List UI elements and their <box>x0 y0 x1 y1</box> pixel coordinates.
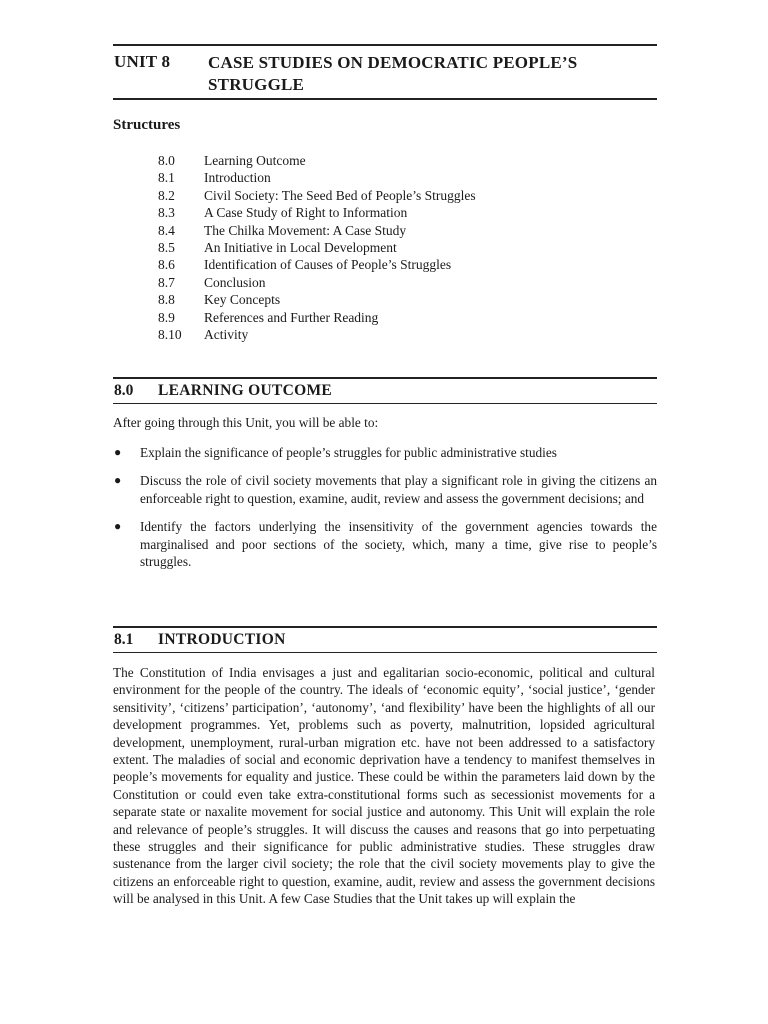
toc-label: Conclusion <box>204 274 266 290</box>
toc-label: Activity <box>204 326 249 342</box>
toc-item <box>158 309 476 326</box>
toc-label: Civil Society: The Seed Bed of People’s Struggles <box>204 187 476 203</box>
bullet-text: Explain the significance of people’s struggles for public administrative studies <box>140 445 557 460</box>
introduction-paragraph: The Constitution of India envisages a just and egalitarian socio-economic, political and cultural environment for the people of the country. The ideals of ‘economic equity’, ‘social justice’, ‘gender sensitivity’, ‘citizens’ participation’, ‘autonomy’, ‘and flexibility’ have been the highlights of all our development programmes. Yet, problems such as poverty, malnutrition, lopsided agricultural development, unemployment, rural-urban migration etc. have not been addressed to a satisfactory extent. The maladies of social and economic deprivation have a tendency to manifest themselves in people’s movements for equality and justice. These could be within the parameters laid down by the Constitution or could even take extra-constitutional forms such as secessionist movements for a separate state or naxalite movement for social justice and autonomy. This Unit will explain the role and relevance of people’s struggles. It will discuss the causes and reasons that go into perpetuating these struggles and their significance for public administrative studies. These struggles draw sustenance from the larger civil society; the role that the civil society movements play to give the citizens an enforceable right to question, examine, audit, review and assess the government decisions will be analysed in this Unit. A few Case Studies that the Unit takes up will explain the <box>113 665 655 907</box>
unit-title: CASE STUDIES ON DEMOCRATIC PEOPLE’S STRUGGLE <box>208 53 578 94</box>
section-number: 8.0 <box>114 382 134 399</box>
toc-item <box>158 222 476 239</box>
list-item <box>113 472 657 507</box>
toc-number: 8.0 <box>158 153 175 168</box>
section-number: 8.1 <box>114 631 134 648</box>
toc-item <box>158 152 476 169</box>
toc-number: 8.1 <box>158 170 175 186</box>
bullet-icon: ● <box>114 473 122 488</box>
toc-label: References and Further Reading <box>204 309 379 325</box>
toc-label: Key Concepts <box>204 292 281 308</box>
list-item <box>113 444 657 461</box>
bullet-text: Identify the factors underlying the insensitivity of the government agencies towards the marginalised and poor sections of the society, which, many a time, give rise to people’s struggles. <box>140 519 657 570</box>
learning-outcome-list <box>113 444 657 570</box>
toc-item <box>158 256 476 273</box>
toc-item <box>158 239 476 256</box>
structures-list <box>158 152 476 343</box>
toc-number: 8.3 <box>158 205 175 221</box>
toc-item <box>158 187 476 204</box>
bullet-icon: ● <box>114 445 122 459</box>
toc-label: An Initiative in Local Development <box>204 239 397 255</box>
toc-item <box>158 204 476 221</box>
toc-number: 8.8 <box>158 292 175 308</box>
toc-number: 8.9 <box>158 309 175 325</box>
toc-label: Learning Outcome <box>204 153 306 168</box>
toc-label: Introduction <box>204 170 271 186</box>
bullet-text: Discuss the role of civil society movements that play a significant role in giving the citizens an enforceable right to question, examine, audit, review and assess the government decisions; and <box>140 473 657 506</box>
bullet-icon: ● <box>114 519 122 534</box>
unit-header <box>113 44 657 100</box>
toc-item <box>158 291 476 308</box>
toc-item <box>158 326 476 343</box>
toc-number: 8.7 <box>158 274 175 290</box>
toc-item <box>158 169 476 186</box>
toc-label: A Case Study of Right to Information <box>204 205 408 221</box>
unit-number: UNIT 8 <box>114 52 171 71</box>
section-title: INTRODUCTION <box>158 631 286 648</box>
section-header-introduction <box>113 626 657 653</box>
toc-label: Identification of Causes of People’s Struggles <box>204 257 452 273</box>
toc-number: 8.5 <box>158 239 175 255</box>
structures-heading: Structures <box>113 117 181 133</box>
toc-number: 8.6 <box>158 257 175 273</box>
toc-item <box>158 274 476 291</box>
list-item <box>113 518 657 570</box>
learning-outcome-lead: After going through this Unit, you will be able to: <box>113 415 379 430</box>
section-title: LEARNING OUTCOME <box>158 382 333 399</box>
toc-label: The Chilka Movement: A Case Study <box>204 222 407 238</box>
toc-number: 8.4 <box>158 222 175 238</box>
toc-number: 8.10 <box>158 326 182 342</box>
section-header-learning-outcome <box>113 377 657 404</box>
toc-number: 8.2 <box>158 187 175 203</box>
